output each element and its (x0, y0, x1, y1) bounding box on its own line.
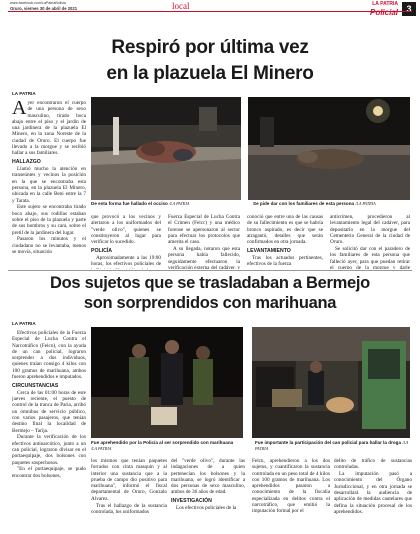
story1-c5b: Se solicitó dar con el paradero de los familiares de esta persona que falleció ayer, para que puedan retirar el cuerpo de la morgue y darle (330, 245, 410, 269)
story1-column-2 (91, 214, 161, 269)
story1-subhead-policia: POLICÍA (91, 247, 113, 254)
story1-subhead-levantamiento: LEVANTAMIENTO (247, 247, 291, 254)
story1-photo1-caption-text: De esta forma fue hallado el occiso (91, 201, 168, 206)
story1-c4: conoció que entre una de las causas de su fallecimiento es que se habría bronco aspirado, es decir que se atragantó, detalles que serán confirmados en otra jornada. (247, 214, 323, 246)
story1-c5: anticrimen, procedieron al levantamiento legal del cadáver, para depositarlo en la morgue del Cementerio General de la ciudad de Oruro. (330, 214, 410, 246)
story2-c2: los mismos que tenían paquetes forrados con cinta masquin y al interior una sustancia que a la prueba de campo dio positivo para marihuana", informó el fiscal departamental de Oruro, Gonzalo Alvarez. (91, 458, 167, 502)
story1-headline-line2: en la plazuela El Minero (106, 63, 314, 84)
website-line[interactable]: www.facebook.com/LaPatriaBolivia (10, 1, 66, 5)
story2-c3: del "verde olivo", durante las indagaciones de a quien pertenecían los bolsones y la marihuana, se logró identificar a dos personas de sexo masculino, ambos de 36 años de edad. (171, 458, 245, 496)
story1-byline: LA PATRIA (12, 91, 36, 96)
story1-photo1-caption (91, 201, 241, 207)
story2-p1: Efectivos policiales de la Fuerza Especial de Lucha Contra el Narcotráfico (Felcn), con la ayuda de un can policial, lograron sorprender a dos individuos, quienes traían consigo 4 kilos con 100 gramos de marihuana, ambos fueron aprehendidos e imputados. (12, 330, 86, 381)
header-divider (8, 11, 412, 12)
story2-photo-dog (252, 327, 410, 438)
story1-p1: yer encontraron el cuerpo de una persona de sexo masculino, tirado boca abajo entre el piso y el jardín de una jardinera de la plazuela El Minero, en la zona Noreste de la ciudad de Oruro. El cuerpo fue llevado a la morgue y se recibió hallar a sus familiares. (12, 100, 86, 157)
story1-photo2-caption-text: Se pide dar con los familiares de esta persona (253, 201, 355, 206)
body-on-plaza-image (91, 97, 241, 200)
story1-column-3 (168, 214, 240, 269)
story-divider (8, 270, 412, 271)
story2-photo2-caption (255, 440, 415, 452)
story2-p2: Cerca de las 01:00 horas de este jueves reciente, el puesto de control de la tranca de Paria, arribó un ómnibus de servicio público, con varios pasajeros, que tenían destino final la localidad de Bermejo – Tarija. (12, 389, 86, 434)
police-dog-bus-image (252, 327, 410, 438)
story2-column-5 (334, 458, 412, 532)
story2-subhead-circunstancias: CIRCUNSTANCIAS (12, 382, 59, 389)
story2-column-1 (12, 330, 86, 532)
story1-column-5 (330, 214, 410, 269)
story2-c3b: Los efectivos policiales de la (176, 505, 237, 512)
story1-p2: Llamó mucho la atención en transeúntes y vecinos la posición en la que se encontraba esta persona, en la plazuela El Minero, ubicada en la calle Beni entre la 7 y Tarata. (12, 166, 86, 204)
story2-column-4 (252, 458, 330, 532)
story2-c2b: Tras el hallazgo de la sustancia controlada, los uniformados (91, 502, 167, 515)
page-header (0, 0, 420, 20)
story1-photo2-caption (253, 201, 413, 207)
page-number: 3 (402, 2, 416, 16)
story2-photo1-credit: /LA PATRIA (91, 446, 112, 451)
story1-c2b: Aproximadamente a las 19:00 horas, los efectivos policiales de (91, 254, 161, 268)
story2-c5b: La imputación pasó a conocimiento del Órgano Jurisdiccional, y en otra jornada se desarrollará la audiencia de aplicación de medidas cautelares que defina la situación procesal de los aprehendidos. (334, 471, 412, 515)
story1-photo-body (91, 97, 241, 200)
story2-c5: delito de tráfico de sustancias controladas. (334, 458, 412, 471)
story2-headline-line1: Dos sujetos que se trasladaban a Bermejo (50, 274, 370, 292)
brand-top: LA PATRIA (372, 1, 398, 7)
brand-main: Policial (369, 8, 398, 17)
story2-photo1-caption (91, 440, 251, 452)
story1-headline-line1: Respiró por última vez (111, 37, 309, 58)
story1-subhead-hallazgo: HALLAZGO (12, 159, 41, 166)
night-plaza-image (248, 97, 410, 200)
story1-column-4 (247, 214, 323, 269)
story2-subhead-investigacion: INVESTIGACIÓN (171, 498, 212, 505)
story1-c2: que provocó a los vecinos y alertaron a los uniformados del "verde olivo", quienes se constituyeron al lugar para verificar lo sucedido. (91, 214, 161, 246)
brand-logo (352, 1, 398, 17)
story1-c3b: A su llegada, notaron que esta persona había fallecido, seguidamente efectuaron la verificación externa del cadáver, y (168, 245, 240, 269)
story1-c4b: Tras los actuados pertinentes, efectivos de la fuerza (247, 254, 323, 268)
story2-column-2 (91, 458, 167, 532)
story2-p3: Durante la verificación de los efectivos antinarcótico, junto a un can policial, lograron divisar en el portaequipaje, dos bolsones con paquetes sospechosos. (12, 434, 86, 466)
story2-c4: Felcn, aprehendieron a los dos sujetos, y cuantificaron la sustancia controlada en un peso total de 4 kilos con 100 gramos de marihuana. Los aprehendidos pasaron a conocimiento de la fiscalía especializada en delitos contra el narcotráfico, que emitió la imputación formal por el (252, 458, 330, 515)
date-line: Oruro, viernes 30 de abril de 2021 (10, 6, 78, 11)
story2-photo2-credit: /LA PATRIA (255, 440, 409, 451)
story1-dropcap: A (12, 100, 27, 119)
section-label: local (172, 1, 190, 11)
story2-headline-line2: son sorprendidos con marihuana (83, 294, 337, 312)
police-arrest-image (91, 327, 243, 438)
story1-photo1-credit: /LA PATRIA (169, 201, 190, 206)
story2-byline: LA PATRIA (12, 321, 36, 326)
story2-photo2-caption-text: Fue importante la participación del can policial para hallar la droga (255, 440, 402, 445)
story1-p3: Este sujeto se encontraba tirado boca abajo, sus rodillas estaban sobre el piso de la plazuela y parte de sus hombros y su cara, sobre el pretil de la jardinera del lugar. (12, 204, 86, 236)
story2-photo1-caption-text: Fue aprehendido por la Policía al ser sorprendido con marihuana (91, 440, 234, 445)
story1-c3: Fuerza Especial de Lucha Contra el Crimen (Felcc) y una médico forense se apersonaron al sector para efectuar los protocolos que amerita el caso. (168, 214, 240, 246)
story2-p4: "En el portaequipaje, se pudo encontrar dos bolsones, (12, 466, 86, 479)
story1-p4: Pasaron los minutos y el ciudadano no se levantaba, menos se movía, situación (12, 236, 86, 255)
story1-column-1 (12, 100, 86, 255)
story1-photo-plaza (248, 97, 410, 200)
story2-column-3 (171, 458, 245, 532)
story1-photo2-credit: /LA PATRIA (355, 201, 376, 206)
story2-photo-arrest (91, 327, 243, 438)
